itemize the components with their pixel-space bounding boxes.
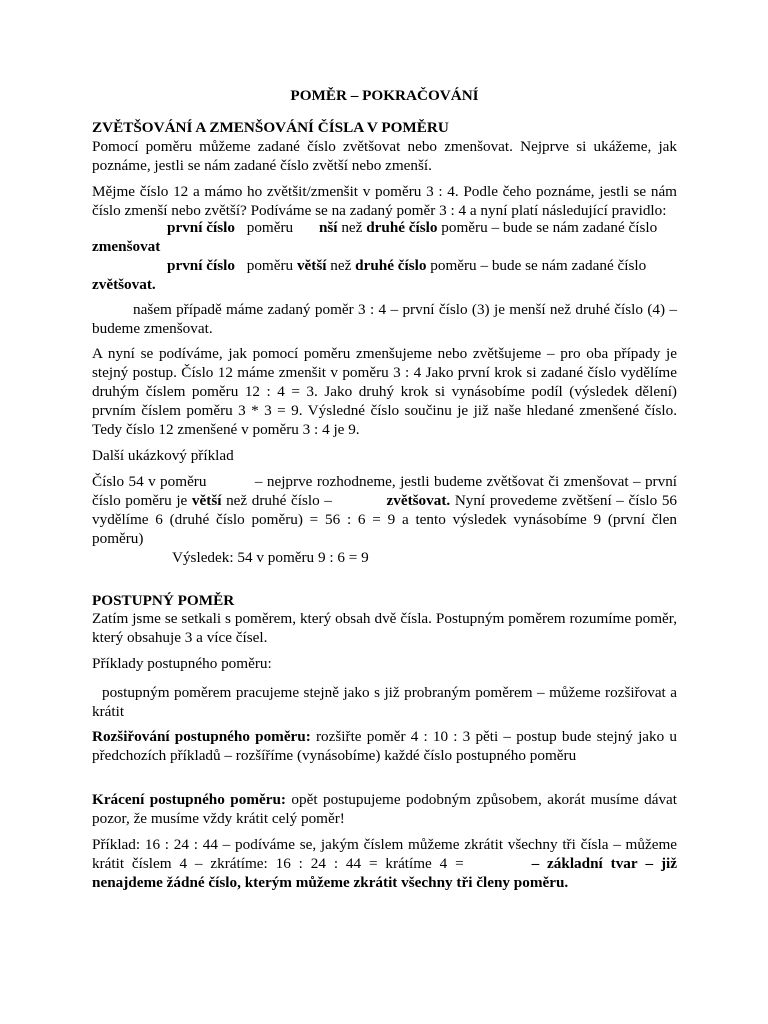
example-result: Výsledek: 54 v poměru 9 : 6 = 9 [172,549,369,566]
rule-smaller-first: první číslo [167,219,235,236]
examples-label: Příklady postupného poměru: [92,655,272,672]
paragraph-reduce: Krácení postupného poměru: opět postupujeme podobným způsobem, akorát musíme dávat pozor, že musíme vždy krátit celý poměr! [92,791,678,827]
example-label: Další ukázkový příklad [92,447,234,464]
section-heading-scaling: ZVĚTŠOVÁNÍ A ZMENŠOVÁNÍ ČÍSLA V POMĚRU [92,119,449,136]
paragraph-intro: Pomocí poměru můžeme zadané číslo zvětšovat nebo zmenšovat. Nejprve si ukážeme, jak poznáme, jestli se nám zadané číslo zvětší nebo zmenší. [92,138,677,174]
rule-smaller-result: zmenšovat [92,238,161,255]
paragraph-work: postupným poměrem pracujeme stejně jako s již probraným poměrem – můžeme rozšiřovat a krátit [92,684,677,720]
page-title: POMĚR – POKRAČOVÁNÍ [290,87,479,104]
paragraph-rule-intro: Mějme číslo 12 a mámo ho zvětšit/zmenšit v poměru 3 : 4. Podle čeho poznáme, jestli se nám číslo zmenší nebo zvětší? Podíváme se na zadaný poměr 3 : 4 a nyní platí následující pravidlo: [92,183,677,219]
section-heading-progressive: POSTUPNÝ POMĚR [92,592,235,609]
rule-larger-first: první číslo [167,257,235,274]
paragraph-case: našem případě máme zadaný poměr 3 : 4 – první číslo (3) je menší než druhé číslo (4) – budeme zmenšovat. [92,301,677,337]
paragraph-progressive-intro: Zatím jsme se setkali s poměrem, který obsah dvě čísla. Postupným poměrem rozumíme poměr, který obsahuje 3 a více čísel. [92,610,677,646]
expand-heading: Rozšiřování postupného poměru: [92,728,311,745]
paragraph-expand: Rozšiřování postupného poměru: rozšiřte poměr 4 : 10 : 3 pěti – postup bude stejný jako u předchozích příkladů – rozšíříme (vynásobíme) každé číslo postupného poměru [92,728,677,764]
reduce-heading: Krácení postupného poměru: [92,791,286,808]
rule-larger: první číslo poměru větší než druhé číslo poměru – bude se nám zadané číslo zvětšovat. [92,257,647,293]
rule-smaller: první číslo poměru nší než druhé číslo poměru – bude se nám zadané číslo zmenšovat [92,219,658,255]
example-paragraph: Číslo 54 v poměru – nejprve rozhodneme, jestli budeme zvětšovat či zmenšovat – první číslo poměru je větší než druhé číslo – zvětšovat. Nyní provedeme zvětšení – číslo 56 vydělíme 6 (druhé číslo poměru) = 56 : 6 = 9 a tento výsledek vynásobíme 9 (první člen poměru) Výsledek: 54 v poměru 9 : 6 = 9 [92,473,678,566]
paragraph-procedure: A nyní se podíváme, jak pomocí poměru zmenšujeme nebo zvětšujeme – pro oba případy je stejný postup. Číslo 12 máme zmenšit v poměru 3 : 4 Jako první krok si zadané číslo vydělíme druhým číslem poměru 12 : 4 = 3. Jako druhý krok si vynásobíme podíl (výsledek dělení) prvním číslem poměru 3 * 3 = 9. Výsledné číslo součinu je již naše hledané zmenšené číslo. Tedy číslo 12 zmenšené v poměru 3 : 4 je 9. [92,345,677,438]
paragraph-reduce-example: Příklad: 16 : 24 : 44 – podíváme se, jakým číslem můžeme zkrátit všechny tři čísla – můžeme krátit číslem 4 – zkrátíme: 16 : 24 : 44 = krátíme 4 = – základní tvar – již nenajdeme žádné číslo, kterým můžeme zkrátit všechny tři členy poměru. [92,836,678,891]
rule-larger-result: zvětšovat. [92,276,156,293]
